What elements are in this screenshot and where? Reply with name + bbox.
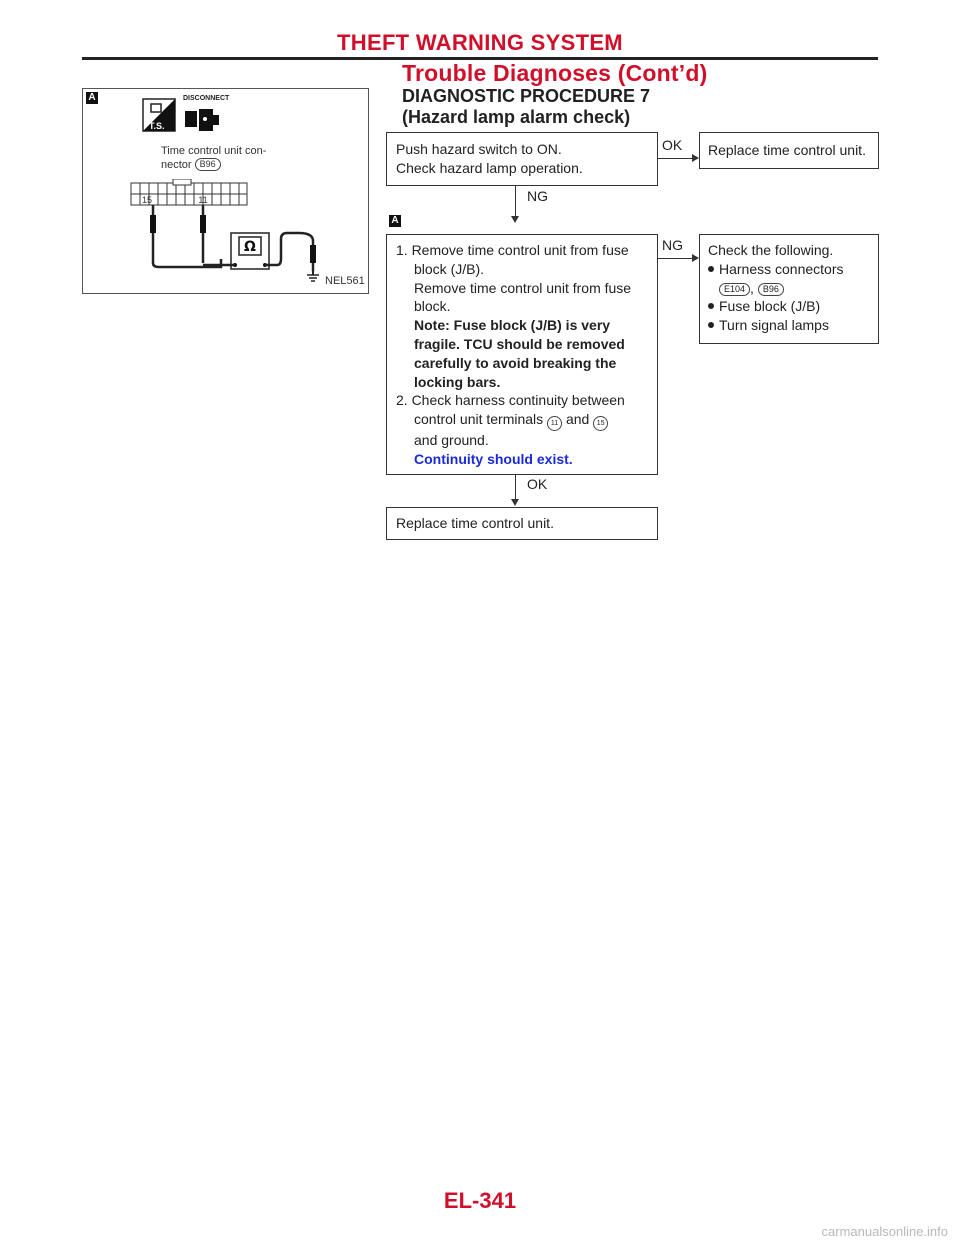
bullet-icon [708,322,714,328]
terminal-11-badge: 11 [547,416,562,431]
down-arrow-icon [511,499,519,506]
ng-check-item3: Turn signal lamps [708,316,870,335]
step1-ng-label: NG [527,188,548,204]
step1-ng-connector [515,186,516,216]
step2-ng-connector [658,258,692,259]
figure-marker-icon: A [86,92,98,104]
pin-11-label: 11 [198,195,208,205]
step2-marker-icon: A [389,215,401,227]
ng-check-item1: Harness connectors [708,260,870,279]
procedure-title-line1: DIAGNOSTIC PROCEDURE 7 [402,86,651,106]
step1-ok-result-text: Replace time control unit. [708,142,866,158]
ng-check-item2: Fuse block (J/B) [708,297,870,316]
pin-15-label: 15 [141,195,153,205]
procedure-title-line2: (Hazard lamp alarm check) [402,107,631,127]
step1-line2: Check hazard lamp operation. [396,159,583,176]
right-arrow-icon [692,254,699,262]
step2-note-line4: locking bars. [414,373,501,390]
step1-ok-connector [658,158,692,159]
step2-line2: block (J/B). [414,260,485,277]
terminal-15-badge: 15 [593,416,608,431]
ng-check-line1: Check the following. [708,242,834,258]
step2-ng-label: NG [662,237,683,253]
step2-box [386,234,658,475]
step2-spec: Continuity should exist. [414,450,573,467]
ng-check-box [699,234,879,344]
step2-note-line2: fragile. TCU should be removed [414,335,625,352]
connector-badge-e104: E104 [719,283,750,296]
step2-line10: control unit terminals 11 and 15 [396,410,648,431]
connector-badge-b96: B96 [195,158,221,171]
section-title: Trouble Diagnoses (Cont’d) [402,60,708,86]
step2-line1: 1. Remove time control unit from fuse [396,242,629,258]
right-arrow-icon [692,154,699,162]
final-text: Replace time control unit. [396,515,554,531]
step2-ok-connector [515,475,516,499]
connector-label [161,145,266,172]
header-title: THEFT WARNING SYSTEM [337,30,623,55]
step2-line3: Remove time control unit from fuse [414,279,632,296]
step2-note-line1: Note: Fuse block (J/B) is very [414,317,611,334]
step2-note-line3: carefully to avoid breaking the [414,354,617,371]
connector-badge-b96: B96 [758,283,784,296]
step2-ok-label: OK [527,476,548,492]
step1-line1: Push hazard switch to ON. [396,141,562,157]
step2-line11: and ground. [414,432,489,449]
step1-ok-label: OK [662,137,683,153]
ng-check-connectors: E104 , B96 [708,279,870,298]
procedure-title [402,86,650,128]
step2-line4: block. [414,298,451,315]
figure-code: NEL561 [325,275,365,287]
connector-label-line1: Time control unit con- [161,145,267,157]
bullet-icon [708,303,714,309]
connector-label-line2: nector B96 [161,158,266,172]
final-box [386,507,658,540]
page-number: EL-341 [443,1188,517,1213]
ohm-symbol: Ω [244,239,256,255]
step2-line9: 2. Check harness continuity between [396,392,625,409]
bullet-icon [708,266,714,272]
ts-label: T.S. [149,121,165,131]
step1-box [386,132,658,186]
down-arrow-icon [511,216,519,223]
connector-figure [82,88,369,294]
step1-ok-result-box [699,132,879,169]
disconnect-label: DISCONNECT [183,95,230,102]
watermark: carmanualsonline.info [821,1224,948,1239]
